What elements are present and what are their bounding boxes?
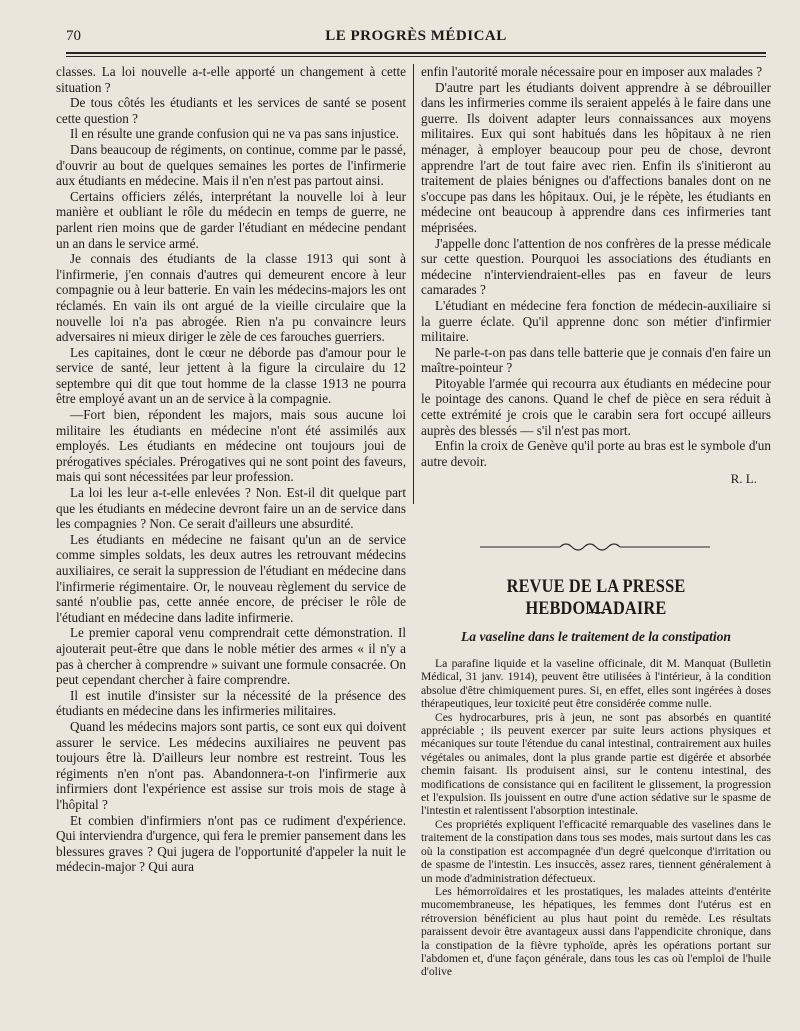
author-signature: R. L. [730,471,757,487]
paragraph: Enfin la croix de Genève qu'il porte au bras est le symbole d'un autre devoir. [421,438,771,469]
paragraph: De tous côtés les étudiants et les services de santé se posent cette question ? [56,95,406,126]
page-header [66,28,766,52]
article-paragraph: Les hémorroïdaires et les prostatiques, les malades atteints d'entérite mucomembraneuse, les hépatiques, les femmes dont l'utérus est en rétroversion bénéficient au plus haut point du remède. Les résultats paraissent devoir être avantageux aussi dans l'appendicite chronique, dans la constipation de la fièvre typhoïde, après les opérations portant sur l'abdomen et, d'une façon générale, dans tous les cas où l'emploi de l'huile d'olive [421,884,771,979]
paragraph: Je connais des étudiants de la classe 1913 qui sont à l'infirmerie, j'en connais d'autres qui demeurent encore à leur compagnie ou à leur batterie. En vain les médecins-majors les ont réclamés. En vain ils ont argué de la vieille circulaire que la nouvelle loi n'a pas abrogée. Rien n'a pu convaincre leurs adversaires ni mieux diriger le zèle de ces farouches guerriers. [56,251,406,345]
paragraph: Les étudiants en médecine ne faisant qu'un an de service comme simples soldats, les deux autres les retrouvant médecins auxiliaires, ce serait la suppression de l'étudiant en médecine dans l'infirmerie régimentaire. Or, le nouveau règlement du service de santé n'oublie pas, cette année encore, de préciser le rôle de l'étudiant en médecine dans ladite infirmerie. [56,531,406,625]
paragraph: Ne parle-t-on pas dans telle batterie que je connais d'en faire un maître-pointeur ? [421,344,771,376]
article-body [421,657,771,979]
article-title: La vaseline dans le traitement de la constipation [461,629,731,644]
article-paragraph: Ces hydrocarbures, pris à jeun, ne sont pas absorbés en quantité appréciable ; ils peuvent exercer par suite leurs actions physiques et mécaniques sur toute l'étendue du canal intestinal, contrairement aux huiles végétales ou animales, dont la plus grande partie est digérée et absorbée chemin faisant. Ils produisent ainsi, sur le contenu intestinal, des modifications de consistance qui en facilitent le glissement, la progression et l'expulsion. Ils jouissent en outre d'une action sédative sur le spasme de l'intestin et ralentissent l'absorption intestinale. [421,710,771,818]
paragraph: La loi les leur a-t-elle enlevées ? Non. Est-il dit quelque part que les étudiants en médecine devront faire un an de service dans les compagnies ? Non. Ce serait d'ailleurs une absurdité. [56,485,406,532]
paragraph: enfin l'autorité morale nécessaire pour en imposer aux malades ? [421,64,763,79]
paragraph: D'autre part les étudiants doivent apprendre à se débrouiller dans les infirmeries comme ils seraient appelés à le faire dans une guerre. Ils doivent adapter leurs connaissances aux moyens militaires. Eux qui sont habitués dans les hôpitaux à ne rien ménager, à employer beaucoup pour peu de chose, devront apprendre l'art de tout faire avec rien. Enfin ils s'initieront au traitement de plaies bénignes ou d'affections banales dont on ne s'occupe pas dans les hôpitaux. Oui, je le répète, les étudiants en médecine ont beaucoup à apprendre dans ces infirmeries tant méprisées. [421,79,771,235]
left-column [56,64,406,875]
paragraph: Il est inutile d'insister sur la nécessité de la présence des étudiants en médecine dans les infirmeries militaires. [56,687,406,719]
article-paragraph: Ces propriétés expliquent l'efficacité remarquable des vaselines dans le traitement de la constipation dans tous ses modes, mais surtout dans les cas où la constipation est accompagnée d'un degré quelconque d'irritation ou de spasme de l'intestin. Les insuccès, assez rares, tiennent généralement à un mode d'administration défectueux. [421,817,771,885]
paragraph: J'appelle donc l'attention de nos confrères de la presse médicale sur cette question. Pourquoi les associations des étudiants en médecine n'interviendraient-elles pas en faveur de leurs camarades ? [421,235,771,298]
paragraph: Et combien d'infirmiers n'ont pas ce rudiment d'expérience. Qui interviendra d'urgence, qui fera le premier pansement dans les blessures graves ? Qui jugera de l'opportunité d'appeler la nuit le médecin-major ? Qui aura [56,812,407,875]
paragraph: Il en résulte une grande confusion qui ne va pas sans injustice. [70,126,399,142]
paragraph: —Fort bien, répondent les majors, mais sous aucune loi militaire les étudiants en médecine n'ont été assimilés aux employés. Les étudiants en médecine ont toujours joui de prérogatives spéciales. Prérogatives qui ne sont point des faveurs, mais qui sont nécessitées par leur profession. [56,407,406,485]
section-title: REVUE DE LA PRESSE HEBDOMADAIRE [506,576,686,619]
paragraph: Le premier caporal venu comprendrait cette démonstration. Il ajouterait peut-être que dans le noble métier des armes « il n'y a pas à chercher à comprendre » suivant une formule consacrée. On peut cependant chercher à faire comprendre. [56,625,406,688]
paragraph: classes. La loi nouvelle a-t-elle apporté un changement à cette situation ? [56,64,406,95]
running-title: LE PROGRÈS MÉDICAL [325,28,507,44]
paragraph: Pitoyable l'armée qui recourra aux étudiants en médecine pour le pointage des canons. Quand le chef de pièce en sera réduit à cette extrémité je crois que le carabin sera fort occupé ailleurs auprès des blessés — s'il n'est pas mort. [421,375,771,438]
right-column [421,64,771,487]
ornament-rule [480,540,710,554]
page-number: 70 [66,28,81,44]
paragraph: Les capitaines, dont le cœur ne déborde pas d'amour pour le service de santé, leur jettent à la figure la circulaire du 12 septembre qui dit que tout homme de la classe 1913 ne pourra être employé avant un an de service à la compagnie. [56,344,406,407]
header-rule [66,52,766,57]
section-dash [589,612,605,613]
paragraph: Quand les médecins majors sont partis, ce sont eux qui doivent assurer le service. Les médecins auxiliaires ne peuvent pas toujours être là. D'ailleurs leur nombre est restreint. Tous les régiments n'en n'ont pas. Abandonnera-t-on l'infirmerie aux infirmiers dont l'expérience est assise sur trois mois de stage à l'hôpital ? [56,718,406,812]
paragraph: L'étudiant en médecine fera fonction de médecin-auxiliaire si la guerre éclate. Qu'il apprenne donc son métier d'infirmier militaire. [421,297,771,345]
paragraph: Certains officiers zélés, interprétant la nouvelle loi à leur manière et oubliant le rôle du médecin en temps de guerre, ne parlent rien moins que de garder l'étudiant en médecine pendant un an dans le service armé. [56,188,406,251]
article-paragraph: La parafine liquide et la vaseline officinale, dit M. Manquat (Bulletin Médical, 31 janv. 1914), peuvent être utilisées à l'intérieur, à la condition absolue d'être chimiquement pures. Si, en effet, elles sont ingérées à doses thérapeutiques, leur toxicité peut être considérée comme nulle. [421,657,771,711]
paragraph: Dans beaucoup de régiments, on continue, comme par le passé, d'ouvrir au bout de quelques semaines les portes de l'infirmerie aux étudiants en médecine. Mais il n'en n'est pas partout ainsi. [56,141,406,189]
column-divider [413,64,414,504]
